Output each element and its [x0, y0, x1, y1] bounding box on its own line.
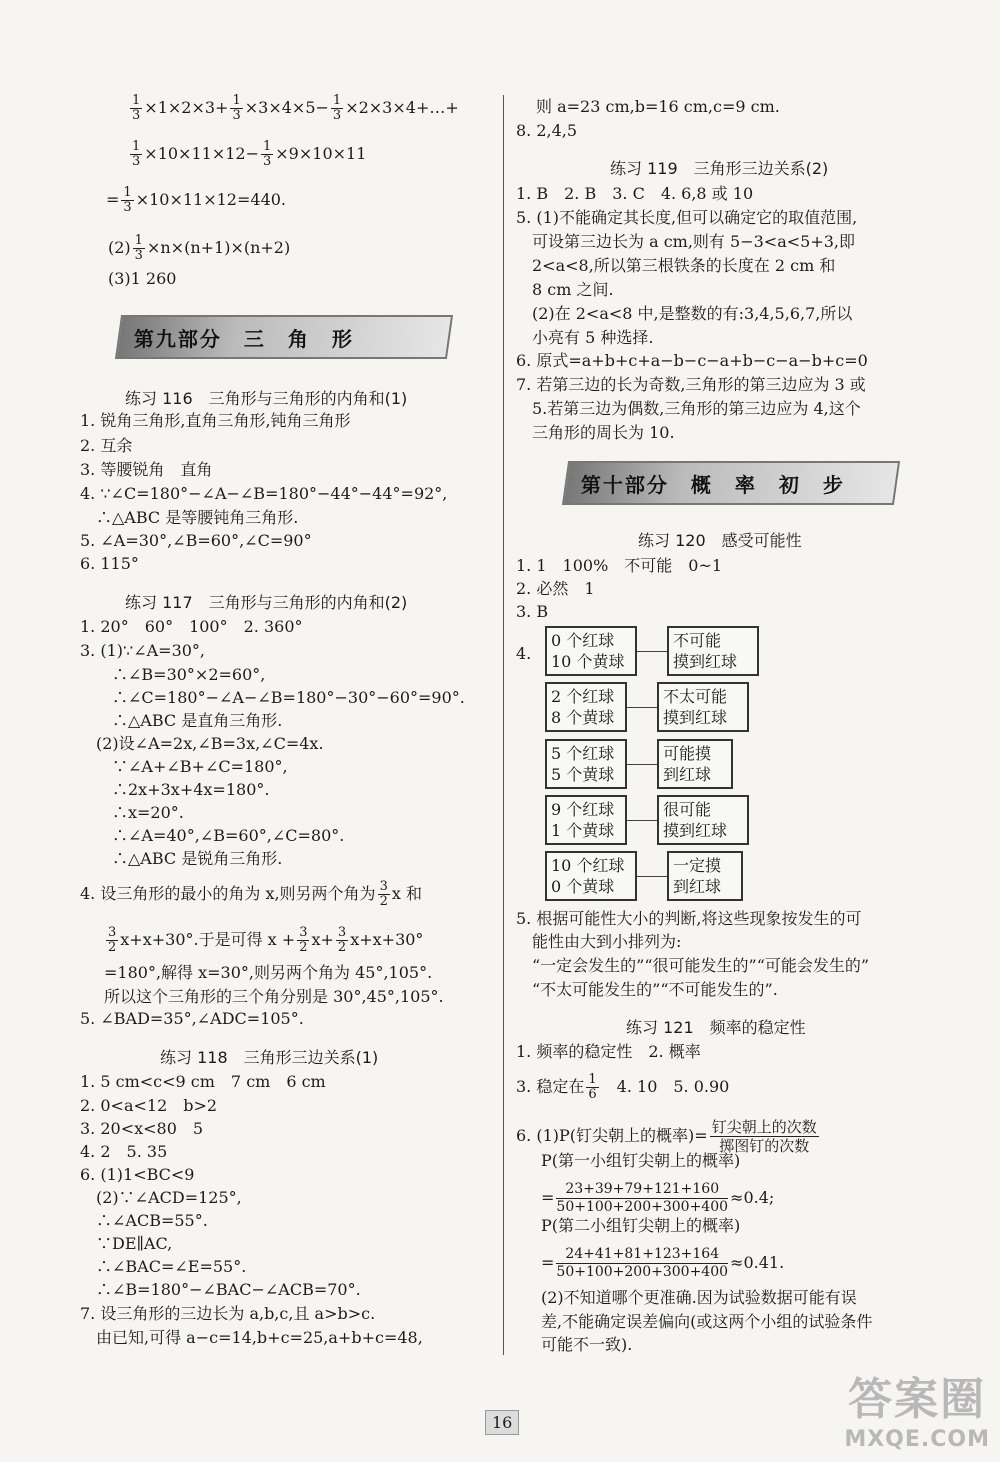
exercise-121-title: 练习 121 频率的稳定性	[626, 1018, 806, 1037]
ex117-line: 3. (1)∵∠A=30°,	[80, 641, 206, 660]
connector-line	[627, 820, 657, 821]
ex116-line: 5. ∠A=30°,∠B=60°,∠C=90°	[80, 531, 312, 550]
ex120-q5-line: “不太可能发生的”“不可能发生的”.	[516, 980, 778, 999]
ex117-q4-line-4: 所以这个三角形的三个角分别是 30°,45°,105°.	[104, 987, 444, 1006]
fraction: $\frac{1}{3}$	[262, 139, 272, 169]
fraction: $\frac{3}{2}$	[379, 879, 388, 909]
red-ball-box: 5 个红球 5 个黄球	[545, 739, 627, 789]
fraction: $\frac{1}{6}$	[588, 1072, 597, 1102]
exercise-119-title: 练习 119 三角形三边关系(2)	[610, 159, 829, 178]
fraction: $\frac{1}{3}$	[332, 93, 342, 123]
intro-line-3: = $\frac{1}{3}$ ×10×11×12=440.	[106, 185, 287, 215]
section-banner-10: 第十部分 概 率 初 步	[565, 458, 897, 508]
column-divider	[503, 95, 504, 1355]
ex118-line: ∵DE∥AC,	[80, 1234, 173, 1253]
watermark-url: MXQE.COM	[844, 1427, 990, 1452]
ex117-line: ∴∠B=30°×2=60°,	[80, 665, 266, 684]
ex119-line: (2)在 2<a<8 中,是整数的有:3,4,5,6,7,所以	[516, 304, 853, 323]
connector-line	[627, 764, 657, 765]
ex119-line: 小亮有 5 种选择.	[516, 328, 654, 347]
exercise-117-title: 练习 117 三角形与三角形的内角和(2)	[125, 593, 408, 612]
intro-line-4: (2) $\frac{1}{3}$ ×n×(n+1)×(n+2)	[108, 233, 291, 263]
ex121-q6-group2-calc: = $\frac{24+41+81+123+164}{50+100+200+300+400}$ ≈0.41.	[541, 1246, 785, 1280]
ex118-line: 1. 5 cm<c<9 cm 7 cm 6 cm	[80, 1072, 326, 1091]
ex120-line: 2. 必然 1	[516, 579, 595, 598]
ex121-tail-line: 差,不能确定误差偏向(或这两个小组的试验条件	[541, 1312, 873, 1331]
ex116-line: ∴△ABC 是等腰钝角三角形.	[80, 508, 299, 527]
ex119-line: 三角形的周长为 10.	[516, 423, 675, 442]
ex119-line: 2<a<8,所以第三根铁条的长度在 2 cm 和	[516, 256, 836, 275]
fraction: $\frac{1}{3}$	[132, 139, 141, 169]
ex119-line: 5. (1)不能确定其长度,但可以确定它的取值范围,	[516, 208, 858, 227]
red-ball-box: 0 个红球 10 个黄球	[545, 626, 637, 676]
ex118-line: 7. 设三角形的三边长为 a,b,c,且 a>b>c.	[80, 1304, 376, 1323]
ex118-line: (2)∵∠ACD=125°,	[80, 1188, 242, 1207]
ex119-line: 6. 原式=a+b+c+a−b−c−a+b−c−a−b+c=0	[516, 351, 868, 370]
ex117-q4-line-2: $\frac{3}{2}$ x+x+30°.于是可得 x + $\frac{3}{2}$ x+ $\frac{3}{2}$ x+x+30°	[108, 925, 424, 955]
ex117-line: ∵∠A+∠B+∠C=180°,	[80, 757, 288, 776]
fraction: $\frac{3}{2}$	[108, 925, 117, 955]
outcome-box: 可能摸 到红球	[657, 739, 733, 789]
ex117-line: ∴2x+3x+4x=180°.	[80, 780, 270, 799]
ex118-line: 4. 2 5. 35	[80, 1142, 168, 1161]
fraction: $\frac{\text{钉尖朝上的次数}}{\text{掷图钉的次数}}$	[711, 1118, 817, 1155]
ex121-q6-group1-calc: = $\frac{23+39+79+121+160}{50+100+200+300+400}$ ≈0.4;	[541, 1181, 775, 1215]
ex118-line: 由已知,可得 a−c=14,b+c=25,a+b+c=48,	[80, 1328, 423, 1347]
outcome-box: 不可能 摸到红球	[667, 626, 759, 676]
ex118-line: 3. 20<x<80 5	[80, 1119, 204, 1138]
ex121-q6-line-1: 6. (1)P(钉尖朝上的概率)= $\frac{\text{钉尖朝上的次数}}{\text{掷图钉的次数}}$	[516, 1118, 817, 1155]
intro-line-2: $\frac{1}{3}$ ×10×11×12− $\frac{1}{3}$ ×9×10×11	[132, 139, 367, 169]
connector-line	[637, 651, 667, 652]
ex119-line: 5.若第三边为偶数,三角形的第三边应为 4,这个	[516, 399, 861, 418]
ex118-line: ∴∠ACB=55°.	[80, 1211, 208, 1230]
ex120-q5-line: “一定会发生的”“很可能发生的”“可能会发生的”	[516, 956, 870, 975]
ex117-line: ∴∠C=180°−∠A−∠B=180°−30°−60°=90°.	[80, 688, 465, 707]
ex118-line: ∴∠BAC=∠E=55°.	[80, 1257, 247, 1276]
exercise-120-title: 练习 120 感受可能性	[638, 531, 802, 550]
watermark-logo-text: 答案圈	[848, 1374, 987, 1425]
fraction: $\frac{3}{2}$	[299, 925, 308, 955]
ex117-line: ∴∠A=40°,∠B=60°,∠C=80°.	[80, 826, 345, 845]
ex120-line: 3. B	[516, 602, 549, 621]
fraction: $\frac{1}{3}$	[132, 93, 141, 123]
ex117-q4-line-1: 4. 设三角形的最小的角为 x,则另两个角为 $\frac{3}{2}$ x 和	[80, 879, 422, 909]
connector-line	[627, 707, 657, 708]
exercise-118-title: 练习 118 三角形三边关系(1)	[160, 1048, 379, 1067]
fraction: $\frac{1}{3}$	[134, 233, 143, 263]
page-number: 16	[485, 1410, 519, 1435]
ex119-line: 7. 若第三边的长为奇数,三角形的第三边应为 3 或	[516, 375, 866, 394]
ex116-line: 4. ∵∠C=180°−∠A−∠B=180°−44°−44°=92°,	[80, 484, 448, 503]
ex116-line: 2. 互余	[80, 436, 133, 455]
ex120-line: 1. 1 100% 不可能 0~1	[516, 556, 723, 575]
fraction: $\frac{24+41+81+123+164}{50+100+200+300+400}$	[556, 1246, 729, 1280]
red-ball-box: 2 个红球 8 个黄球	[545, 682, 627, 732]
right-top-line: 8. 2,4,5	[516, 121, 578, 140]
ex116-line: 6. 115°	[80, 554, 139, 573]
ex116-line: 1. 锐角三角形,直角三角形,钝角三角形	[80, 411, 351, 430]
ex117-q5: 5. ∠BAD=35°,∠ADC=105°.	[80, 1009, 304, 1028]
ex118-line: 6. (1)1<BC<9	[80, 1165, 195, 1184]
watermark	[844, 1363, 990, 1452]
section-banner-9: 第九部分 三 角 形	[118, 312, 450, 362]
red-ball-box: 9 个红球 1 个黄球	[545, 795, 627, 845]
ex121-line-3: 3. 稳定在 $\frac{1}{6}$ 4. 10 5. 0.90	[516, 1072, 730, 1102]
ex121-q6-group1-label: P(第一小组钉尖朝上的概率)	[541, 1151, 741, 1170]
right-top-line: 则 a=23 cm,b=16 cm,c=9 cm.	[520, 97, 780, 116]
red-ball-box: 10 个红球 0 个黄球	[545, 851, 637, 901]
ex121-line-1: 1. 频率的稳定性 2. 概率	[516, 1042, 701, 1061]
ex118-line: 2. 0<a<12 b>2	[80, 1096, 218, 1115]
ex116-line: 3. 等腰锐角 直角	[80, 460, 213, 479]
outcome-box: 很可能 摸到红球	[657, 795, 749, 845]
intro-line-5: (3)1 260	[108, 269, 177, 288]
fraction: $\frac{3}{2}$	[337, 925, 347, 955]
ex118-line: ∴∠B=180°−∠BAC−∠ACB=70°.	[80, 1280, 361, 1299]
exercise-116-title: 练习 116 三角形与三角形的内角和(1)	[125, 389, 408, 408]
fraction: $\frac{23+39+79+121+160}{50+100+200+300+400}$	[556, 1181, 729, 1215]
connector-line	[637, 876, 667, 877]
ex117-line: (2)设∠A=2x,∠B=3x,∠C=4x.	[80, 734, 324, 753]
ex120-q5-line: 5. 根据可能性大小的判断,将这些现象按发生的可	[516, 909, 862, 928]
ex117-line: ∴x=20°.	[80, 803, 184, 822]
outcome-box: 不太可能 摸到红球	[657, 682, 749, 732]
ex120-q4-label: 4.	[516, 644, 532, 663]
ex119-line: 8 cm 之间.	[516, 280, 614, 299]
ex119-line: 1. B 2. B 3. C 4. 6,8 或 10	[516, 184, 754, 203]
ex121-tail-line: (2)不知道哪个更准确.因为试验数据可能有误	[541, 1288, 857, 1307]
outcome-box: 一定摸 到红球	[667, 851, 743, 901]
fraction: $\frac{1}{3}$	[232, 93, 241, 123]
ex120-q5-line: 能性由大到小排列为:	[516, 932, 682, 951]
ex117-line: ∴△ABC 是锐角三角形.	[80, 849, 283, 868]
fraction: $\frac{1}{3}$	[123, 185, 132, 215]
ex117-line: 1. 20° 60° 100° 2. 360°	[80, 617, 303, 636]
ex121-tail-line: 可能不一致).	[541, 1335, 633, 1354]
ex119-line: 可设第三边长为 a cm,则有 5−3<a<5+3,即	[516, 232, 855, 251]
intro-line-1: $\frac{1}{3}$ ×1×2×3+ $\frac{1}{3}$ ×3×4×5− $\frac{1}{3}$ ×2×3×4+…+	[132, 93, 459, 123]
ex121-q6-group2-label: P(第二小组钉尖朝上的概率)	[541, 1216, 741, 1235]
ex117-line: ∴△ABC 是直角三角形.	[80, 711, 283, 730]
ex117-q4-line-3: =180°,解得 x=30°,则另两个角为 45°,105°.	[104, 963, 433, 982]
